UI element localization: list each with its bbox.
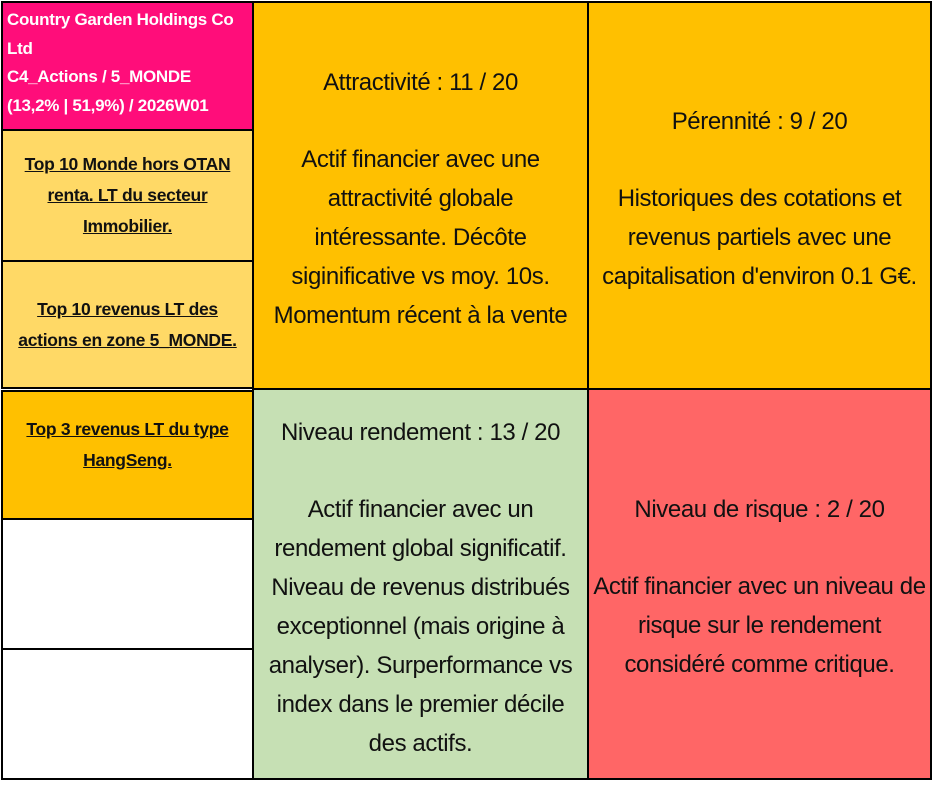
perennite-cell — [587, 1, 932, 390]
perennite-line: capitalisation d'environ 0.1 G€. — [602, 263, 917, 290]
rendement-title: Niveau rendement : 13 / 20 — [280, 419, 561, 446]
perennite-line: revenus partiels avec une — [627, 224, 892, 251]
asset-zone: C4_Actions / 5_MONDE — [7, 67, 191, 86]
rendement-line: analyser). Surperformance vs — [268, 652, 573, 679]
top3-hangseng-link[interactable]: Top 3 revenus LT du type HangSeng. — [26, 419, 229, 470]
risque-title: Niveau de risque : 2 / 20 — [634, 496, 885, 523]
risque-line: Actif financier avec un niveau de — [593, 573, 926, 600]
asset-name-line1: Country Garden Holdings Co — [7, 10, 234, 29]
rendement-line: des actifs. — [368, 730, 473, 757]
perennite-title: Pérennité : 9 / 20 — [671, 108, 848, 135]
attractivite-cell — [252, 1, 589, 390]
rendement-line: Niveau de revenus distribués — [271, 574, 570, 601]
asset-stats: (13,2% | 51,9%) / 2026W01 — [7, 95, 209, 115]
attractivite-line: Actif financier avec une — [301, 146, 540, 173]
risque-line: considéré comme critique. — [624, 651, 895, 678]
rendement-cell — [252, 388, 589, 780]
rendement-line: rendement global significatif. — [274, 535, 567, 562]
top10-revenus-link[interactable]: Top 10 revenus LT des actions en zone 5_MONDE. — [18, 298, 237, 350]
asset-title-cell — [1, 1, 254, 131]
rendement-line: exceptionnel (mais origine à — [276, 613, 565, 640]
top3-hangseng-cell — [1, 390, 254, 520]
top10-monde-cell — [1, 129, 254, 262]
empty-cell-2 — [1, 648, 254, 780]
attractivite-line: siginificative vs moy. 10s. — [291, 263, 550, 290]
empty-cell-1 — [1, 518, 254, 650]
attractivite-line: Momentum récent à la vente — [273, 302, 568, 329]
attractivite-line: intéressante. Décôte — [314, 224, 527, 251]
top10-monde-link[interactable]: Top 10 Monde hors OTAN renta. LT du secteur Immobilier. — [24, 154, 231, 236]
attractivite-title: Attractivité : 11 / 20 — [323, 69, 518, 96]
risque-cell — [587, 388, 932, 780]
rendement-line: index dans le premier décile — [276, 691, 565, 718]
attractivite-line: attractivité globale — [327, 185, 514, 212]
top10-revenus-cell — [1, 260, 254, 389]
asset-name-line2: Ltd — [7, 38, 33, 58]
rendement-line: Actif financier avec un — [307, 496, 534, 523]
risque-line: risque sur le rendement — [638, 612, 881, 639]
perennite-line: Historiques des cotations et — [617, 185, 902, 212]
